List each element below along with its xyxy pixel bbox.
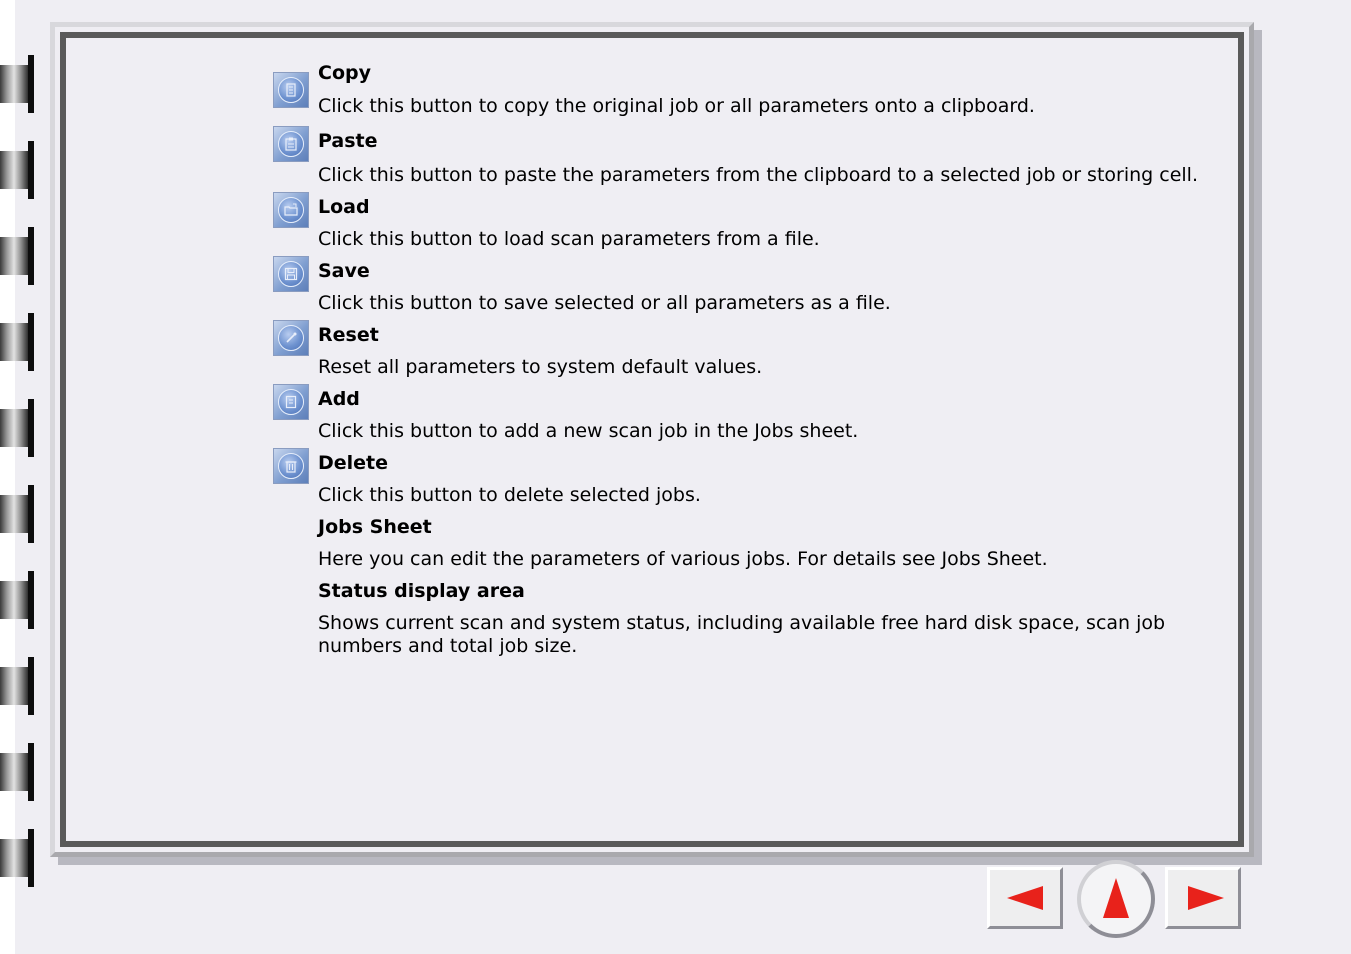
up-arrow-icon: [1101, 876, 1131, 920]
binder-ring: [0, 657, 34, 715]
entry-title-add: Add: [318, 388, 360, 410]
copy-icon: [273, 72, 309, 108]
entry-desc-delete: Click this button to delete selected jobs.: [318, 484, 701, 506]
entry-title-jobs-sheet: Jobs Sheet: [318, 516, 432, 538]
binder-ring: [0, 485, 34, 543]
delete-icon: [273, 448, 309, 484]
reset-icon: [273, 320, 309, 356]
left-arrow-icon: [1005, 884, 1045, 912]
binder-ring: [0, 141, 34, 199]
binder-ring: [0, 55, 34, 113]
paste-icon: [273, 126, 309, 162]
binder-ring: [0, 743, 34, 801]
entry-title-save: Save: [318, 260, 370, 282]
entry-desc-add: Click this button to add a new scan job in the Jobs sheet.: [318, 420, 859, 442]
binder-ring: [0, 399, 34, 457]
previous-page-button[interactable]: [987, 867, 1063, 929]
up-page-button[interactable]: [1077, 860, 1155, 938]
right-arrow-icon: [1186, 884, 1226, 912]
entry-desc-jobs-sheet: Here you can edit the parameters of various jobs. For details see Jobs Sheet.: [318, 548, 1048, 570]
entry-desc-status-display: Shows current scan and system status, including available free hard disk space, scan job numbers and total job size.: [318, 612, 1166, 657]
entry-desc-load: Click this button to load scan parameters from a file.: [318, 228, 820, 250]
entry-desc-copy: Click this button to copy the original job or all parameters onto a clipboard.: [318, 95, 1035, 117]
entry-desc-save: Click this button to save selected or all parameters as a file.: [318, 292, 891, 314]
entry-title-load: Load: [318, 196, 370, 218]
entry-desc-reset: Reset all parameters to system default values.: [318, 356, 763, 378]
add-icon: [273, 384, 309, 420]
entry-title-paste: Paste: [318, 130, 378, 152]
entry-title-copy: Copy: [318, 62, 371, 84]
entry-title-status-display: Status display area: [318, 580, 525, 602]
binder-ring: [0, 571, 34, 629]
save-icon: [273, 256, 309, 292]
next-page-button[interactable]: [1165, 867, 1241, 929]
binder-ring: [0, 829, 34, 887]
entry-title-reset: Reset: [318, 324, 379, 346]
load-icon: [273, 192, 309, 228]
binder-ring: [0, 313, 34, 371]
entry-title-delete: Delete: [318, 452, 389, 474]
entry-desc-paste: Click this button to paste the parameters from the clipboard to a selected job or storing cell.: [318, 164, 1198, 186]
binder-ring: [0, 227, 34, 285]
